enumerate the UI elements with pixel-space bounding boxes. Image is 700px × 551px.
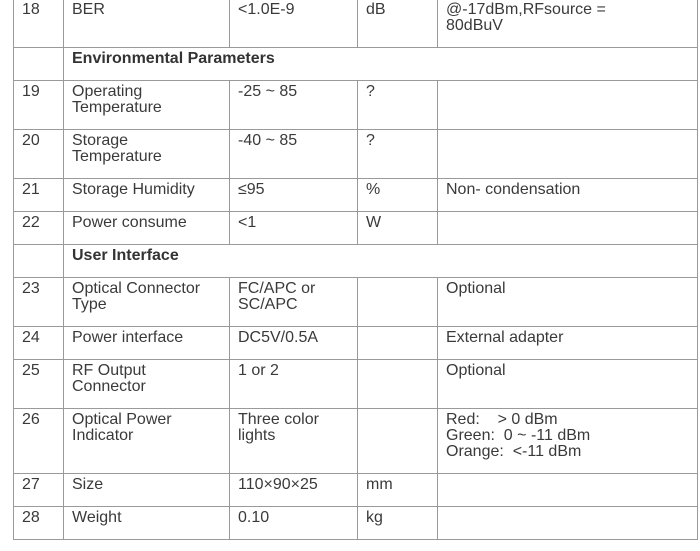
note-cell: Non- condensation (438, 179, 698, 212)
section-blank-cell (14, 48, 64, 81)
cell-line: Temperature (72, 148, 162, 165)
value-cell: 0.10 (230, 507, 358, 540)
row-number: 28 (14, 507, 64, 540)
unit-cell: kg (358, 507, 438, 540)
row-number: 18 (14, 0, 64, 48)
cell-line: Optical Connector (72, 280, 201, 297)
parameter-cell (64, 81, 230, 130)
note-cell (438, 0, 698, 48)
row-number: 21 (14, 179, 64, 212)
value-cell: -25 ~ 85 (230, 81, 358, 130)
section-row (14, 48, 698, 81)
parameter-cell (64, 409, 230, 474)
table-row (14, 278, 698, 327)
parameter-cell: Power consume (64, 212, 230, 245)
table-row (14, 81, 698, 130)
row-number: 24 (14, 327, 64, 360)
table-row (14, 474, 698, 507)
unit-cell: W (358, 212, 438, 245)
cell-line: @-17dBm,RFsource = (446, 1, 606, 18)
table-row (14, 507, 698, 540)
cell-line: Type (72, 296, 107, 313)
row-number: 22 (14, 212, 64, 245)
section-title: User Interface (64, 245, 698, 278)
note-cell (438, 81, 698, 130)
cell-line: Three color (238, 411, 319, 428)
row-number: 23 (14, 278, 64, 327)
cell-line: Storage (72, 132, 129, 149)
unit-cell (358, 409, 438, 474)
unit-cell: ? (358, 81, 438, 130)
unit-cell: mm (358, 474, 438, 507)
table-row (14, 409, 698, 474)
unit-cell: dB (358, 0, 438, 48)
note-cell: Optional (438, 278, 698, 327)
section-blank-cell (14, 245, 64, 278)
parameter-cell: Storage Humidity (64, 179, 230, 212)
table-row (14, 179, 698, 212)
row-number: 19 (14, 81, 64, 130)
note-cell: External adapter (438, 327, 698, 360)
cell-line: Orange: <-11 dBm (446, 443, 582, 460)
note-cell (438, 409, 698, 474)
cell-line: Indicator (72, 427, 134, 444)
spec-table (13, 0, 698, 540)
section-row (14, 245, 698, 278)
row-number: 25 (14, 360, 64, 409)
value-cell: 1 or 2 (230, 360, 358, 409)
spec-table-body (14, 0, 698, 540)
cell-line: RF Output (72, 362, 146, 379)
cell-line: Optical Power (72, 411, 172, 428)
parameter-cell (64, 130, 230, 179)
note-cell: Optional (438, 360, 698, 409)
cell-line: Operating (72, 83, 143, 100)
unit-cell (358, 327, 438, 360)
cell-line: Red: > 0 dBm (446, 411, 558, 428)
parameter-cell (64, 360, 230, 409)
value-cell: <1 (230, 212, 358, 245)
value-cell: 110×90×25 (230, 474, 358, 507)
value-cell (230, 409, 358, 474)
value-cell (230, 278, 358, 327)
value-cell: ≤95 (230, 179, 358, 212)
cell-line: lights (238, 427, 276, 444)
table-row (14, 0, 698, 48)
cell-line: SC/APC (238, 296, 298, 313)
parameter-cell: BER (64, 0, 230, 48)
unit-cell: ? (358, 130, 438, 179)
cell-line: FC/APC or (238, 280, 316, 297)
value-cell: <1.0E-9 (230, 0, 358, 48)
row-number: 20 (14, 130, 64, 179)
row-number: 26 (14, 409, 64, 474)
parameter-cell: Size (64, 474, 230, 507)
note-cell (438, 130, 698, 179)
note-cell (438, 212, 698, 245)
table-row (14, 327, 698, 360)
parameter-cell (64, 278, 230, 327)
table-row (14, 130, 698, 179)
unit-cell (358, 278, 438, 327)
value-cell: -40 ~ 85 (230, 130, 358, 179)
table-row (14, 360, 698, 409)
note-cell (438, 507, 698, 540)
cell-line: Connector (72, 378, 146, 395)
cell-line: Green: 0 ~ -11 dBm (446, 427, 591, 444)
parameter-cell: Weight (64, 507, 230, 540)
note-cell (438, 474, 698, 507)
row-number: 27 (14, 474, 64, 507)
value-cell: DC5V/0.5A (230, 327, 358, 360)
parameter-cell: Power interface (64, 327, 230, 360)
cell-line: 80dBuV (446, 17, 503, 34)
cell-line: Temperature (72, 99, 162, 116)
section-title: Environmental Parameters (64, 48, 698, 81)
unit-cell (358, 360, 438, 409)
unit-cell: % (358, 179, 438, 212)
table-row (14, 212, 698, 245)
